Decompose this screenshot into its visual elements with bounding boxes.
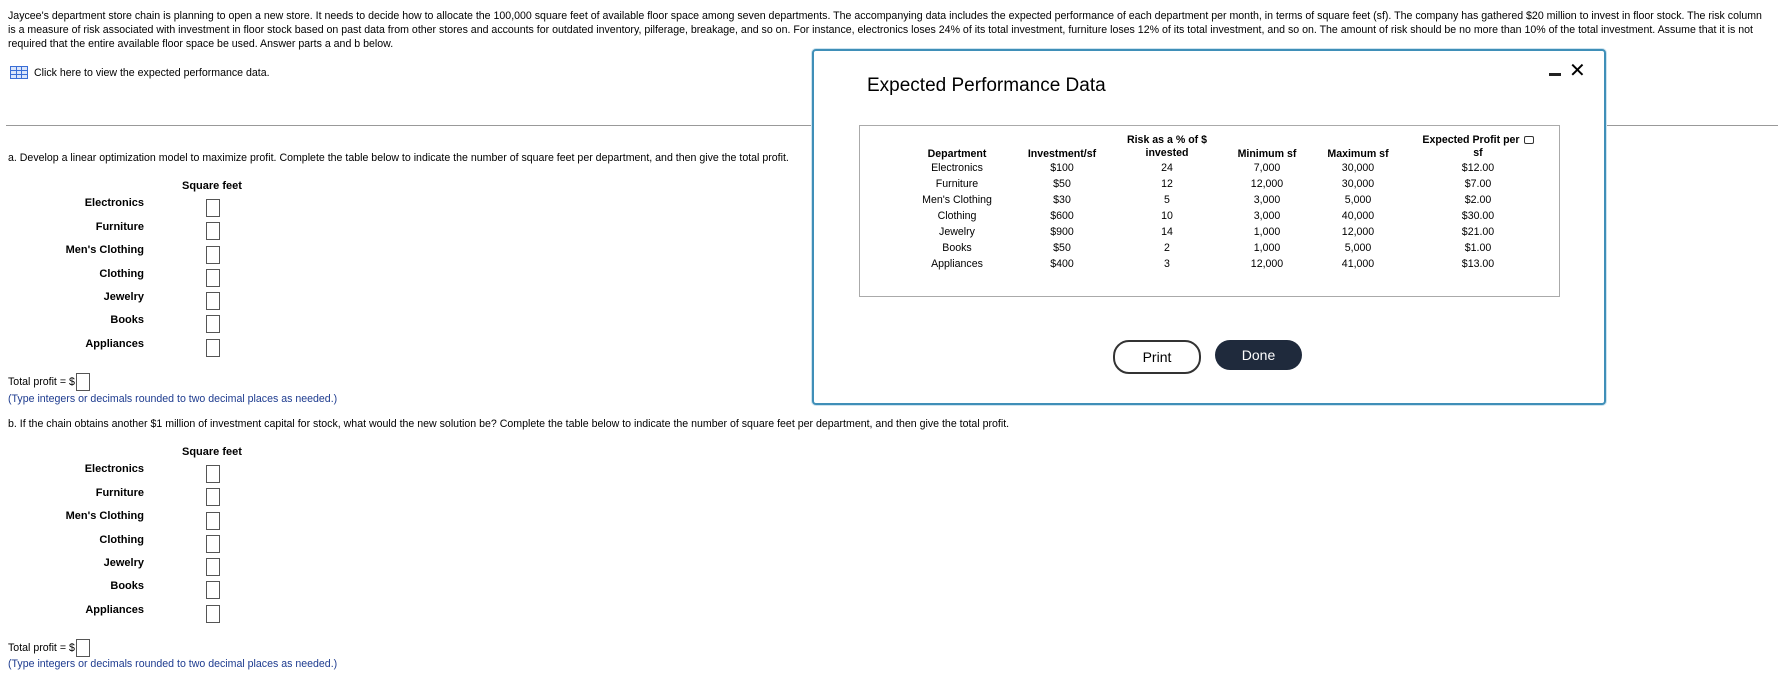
- cell-profit: $2.00: [1464, 194, 1492, 206]
- part-b-input-mens-clothing[interactable]: [206, 512, 220, 530]
- part-a-input-jewelry[interactable]: [206, 292, 220, 310]
- part-a-label-electronics: Electronics: [84, 197, 144, 209]
- performance-data-modal: [812, 49, 1606, 405]
- part-b-input-furniture[interactable]: [206, 488, 220, 506]
- part-a-input-appliances[interactable]: [206, 339, 220, 357]
- cell-max: 30,000: [1341, 178, 1375, 190]
- cell-profit: $21.00: [1461, 226, 1495, 238]
- part-b-hint: (Type integers or decimals rounded to two decimal places as needed.): [8, 658, 338, 670]
- header-risk-line1: Risk as a % of $: [1126, 134, 1208, 146]
- cell-max: 41,000: [1341, 258, 1375, 270]
- cell-min: 3,000: [1253, 194, 1281, 206]
- performance-table: [859, 125, 1560, 297]
- cell-investment: $900: [1050, 226, 1074, 238]
- part-b-question: b. If the chain obtains another $1 million of investment capital for stock, what would the new solution be? Complete the table below to indicate the number of square feet per department, and then give the total profit.: [8, 418, 1010, 430]
- cell-profit: $1.00: [1464, 242, 1492, 254]
- cell-min: 12,000: [1250, 178, 1284, 190]
- cell-investment: $400: [1050, 258, 1074, 270]
- cell-min: 7,000: [1253, 162, 1281, 174]
- part-b-label-appliances: Appliances: [85, 604, 144, 616]
- cell-department: Electronics: [931, 162, 983, 174]
- header-profit-line2: sf: [1473, 147, 1483, 159]
- cell-department: Men's Clothing: [922, 194, 992, 206]
- header-profit-line1: Expected Profit per: [1408, 134, 1548, 147]
- cell-investment: $600: [1050, 210, 1074, 222]
- part-a-label-mens-clothing: Men's Clothing: [65, 244, 144, 256]
- cell-profit: $13.00: [1461, 258, 1495, 270]
- cell-max: 5,000: [1344, 194, 1372, 206]
- part-a-total-profit: [8, 373, 90, 391]
- cell-risk: 5: [1164, 194, 1170, 206]
- cell-investment: $50: [1053, 242, 1071, 254]
- part-b-total-label: Total profit = $: [8, 642, 75, 654]
- part-a-input-clothing[interactable]: [206, 269, 220, 287]
- cell-profit: $12.00: [1461, 162, 1495, 174]
- part-b-input-jewelry[interactable]: [206, 558, 220, 576]
- cell-department: Appliances: [931, 258, 983, 270]
- part-a-label-appliances: Appliances: [85, 338, 144, 350]
- cell-investment: $50: [1053, 178, 1071, 190]
- cell-max: 5,000: [1344, 242, 1372, 254]
- part-b-label-jewelry: Jewelry: [103, 557, 144, 569]
- header-risk: [1112, 134, 1222, 160]
- cell-risk: 10: [1161, 210, 1173, 222]
- part-a-input-books[interactable]: [206, 315, 220, 333]
- cell-min: 3,000: [1253, 210, 1281, 222]
- part-b-column-header: Square feet: [182, 446, 242, 458]
- header-risk-line2: invested: [1145, 147, 1189, 159]
- cell-max: 40,000: [1341, 210, 1375, 222]
- part-a-column-header: Square feet: [182, 180, 242, 192]
- part-b-input-appliances[interactable]: [206, 605, 220, 623]
- part-b-label-furniture: Furniture: [95, 487, 144, 499]
- print-button[interactable]: Print: [1113, 340, 1201, 374]
- cell-profit: $7.00: [1464, 178, 1492, 190]
- header-min: Minimum sf: [1237, 148, 1297, 160]
- cell-risk: 24: [1161, 162, 1173, 174]
- view-data-link-label: Click here to view the expected performance data.: [34, 66, 270, 79]
- problem-statement: Jaycee's department store chain is planning to open a new store. It needs to decide how to allocate the 100,000 square feet of available floor space among seven departments. The accompanying data includes the expected performance of each department per month, in terms of square feet (sf). The company has gathered $20 million to invest in floor stock. The risk column is a measure of risk associated with investment in floor stock based on past data from other stores and accounts for outdated inventory, pilferage, breakage, and so on. For instance, electronics loses 24% of its total investment, furniture loses 12% of its total investment, and so on. The amount of risk should be no more than 10% of the total investment. Assume that it is not required that the entire available floor space be used. Answer parts a and b below.: [8, 10, 1762, 50]
- cell-profit: $30.00: [1461, 210, 1495, 222]
- part-b-total-input[interactable]: [76, 639, 90, 657]
- modal-title: Expected Performance Data: [867, 75, 1106, 96]
- cell-risk: 12: [1161, 178, 1173, 190]
- part-a-total-label: Total profit = $: [8, 376, 75, 388]
- view-data-link[interactable]: [10, 66, 270, 79]
- part-a-label-furniture: Furniture: [95, 221, 144, 233]
- done-button[interactable]: Done: [1215, 340, 1302, 370]
- part-a-input-electronics[interactable]: [206, 199, 220, 217]
- part-a-hint: (Type integers or decimals rounded to two decimal places as needed.): [8, 393, 338, 405]
- cell-department: Furniture: [935, 178, 979, 190]
- header-department: Department: [927, 148, 987, 160]
- close-icon[interactable]: ✕: [1569, 60, 1586, 82]
- cell-department: Jewelry: [939, 226, 975, 238]
- part-b-label-clothing: Clothing: [99, 534, 144, 546]
- part-a-input-furniture[interactable]: [206, 222, 220, 240]
- cell-max: 12,000: [1341, 226, 1375, 238]
- cell-risk: 3: [1164, 258, 1170, 270]
- part-a-label-jewelry: Jewelry: [103, 291, 144, 303]
- cell-department: Clothing: [937, 210, 977, 222]
- part-b-input-books[interactable]: [206, 581, 220, 599]
- part-b-total-profit: [8, 639, 90, 657]
- part-b-label-mens-clothing: Men's Clothing: [65, 510, 144, 522]
- part-a-input-mens-clothing[interactable]: [206, 246, 220, 264]
- part-b-input-electronics[interactable]: [206, 465, 220, 483]
- header-investment: Investment/sf: [1027, 148, 1097, 160]
- cell-max: 30,000: [1341, 162, 1375, 174]
- cell-risk: 14: [1161, 226, 1173, 238]
- header-profit: [1408, 134, 1548, 160]
- part-a-question: a. Develop a linear optimization model to maximize profit. Complete the table below to indicate the number of square feet per department, and then give the total profit.: [8, 152, 789, 164]
- part-a-label-books: Books: [110, 314, 144, 326]
- part-b-label-books: Books: [110, 580, 144, 592]
- cell-min: 1,000: [1253, 226, 1281, 238]
- cell-investment: $100: [1050, 162, 1074, 174]
- cell-risk: 2: [1164, 242, 1170, 254]
- table-icon: [10, 66, 28, 79]
- cell-department: Books: [942, 242, 972, 254]
- cell-min: 1,000: [1253, 242, 1281, 254]
- part-a-label-clothing: Clothing: [99, 268, 144, 280]
- part-a-total-input[interactable]: [76, 373, 90, 391]
- part-b-label-electronics: Electronics: [84, 463, 144, 475]
- cell-investment: $30: [1053, 194, 1071, 206]
- expand-icon[interactable]: [1524, 136, 1534, 144]
- cell-min: 12,000: [1250, 258, 1284, 270]
- header-max: Maximum sf: [1327, 148, 1389, 160]
- part-b-input-clothing[interactable]: [206, 535, 220, 553]
- minimize-icon[interactable]: [1549, 73, 1561, 76]
